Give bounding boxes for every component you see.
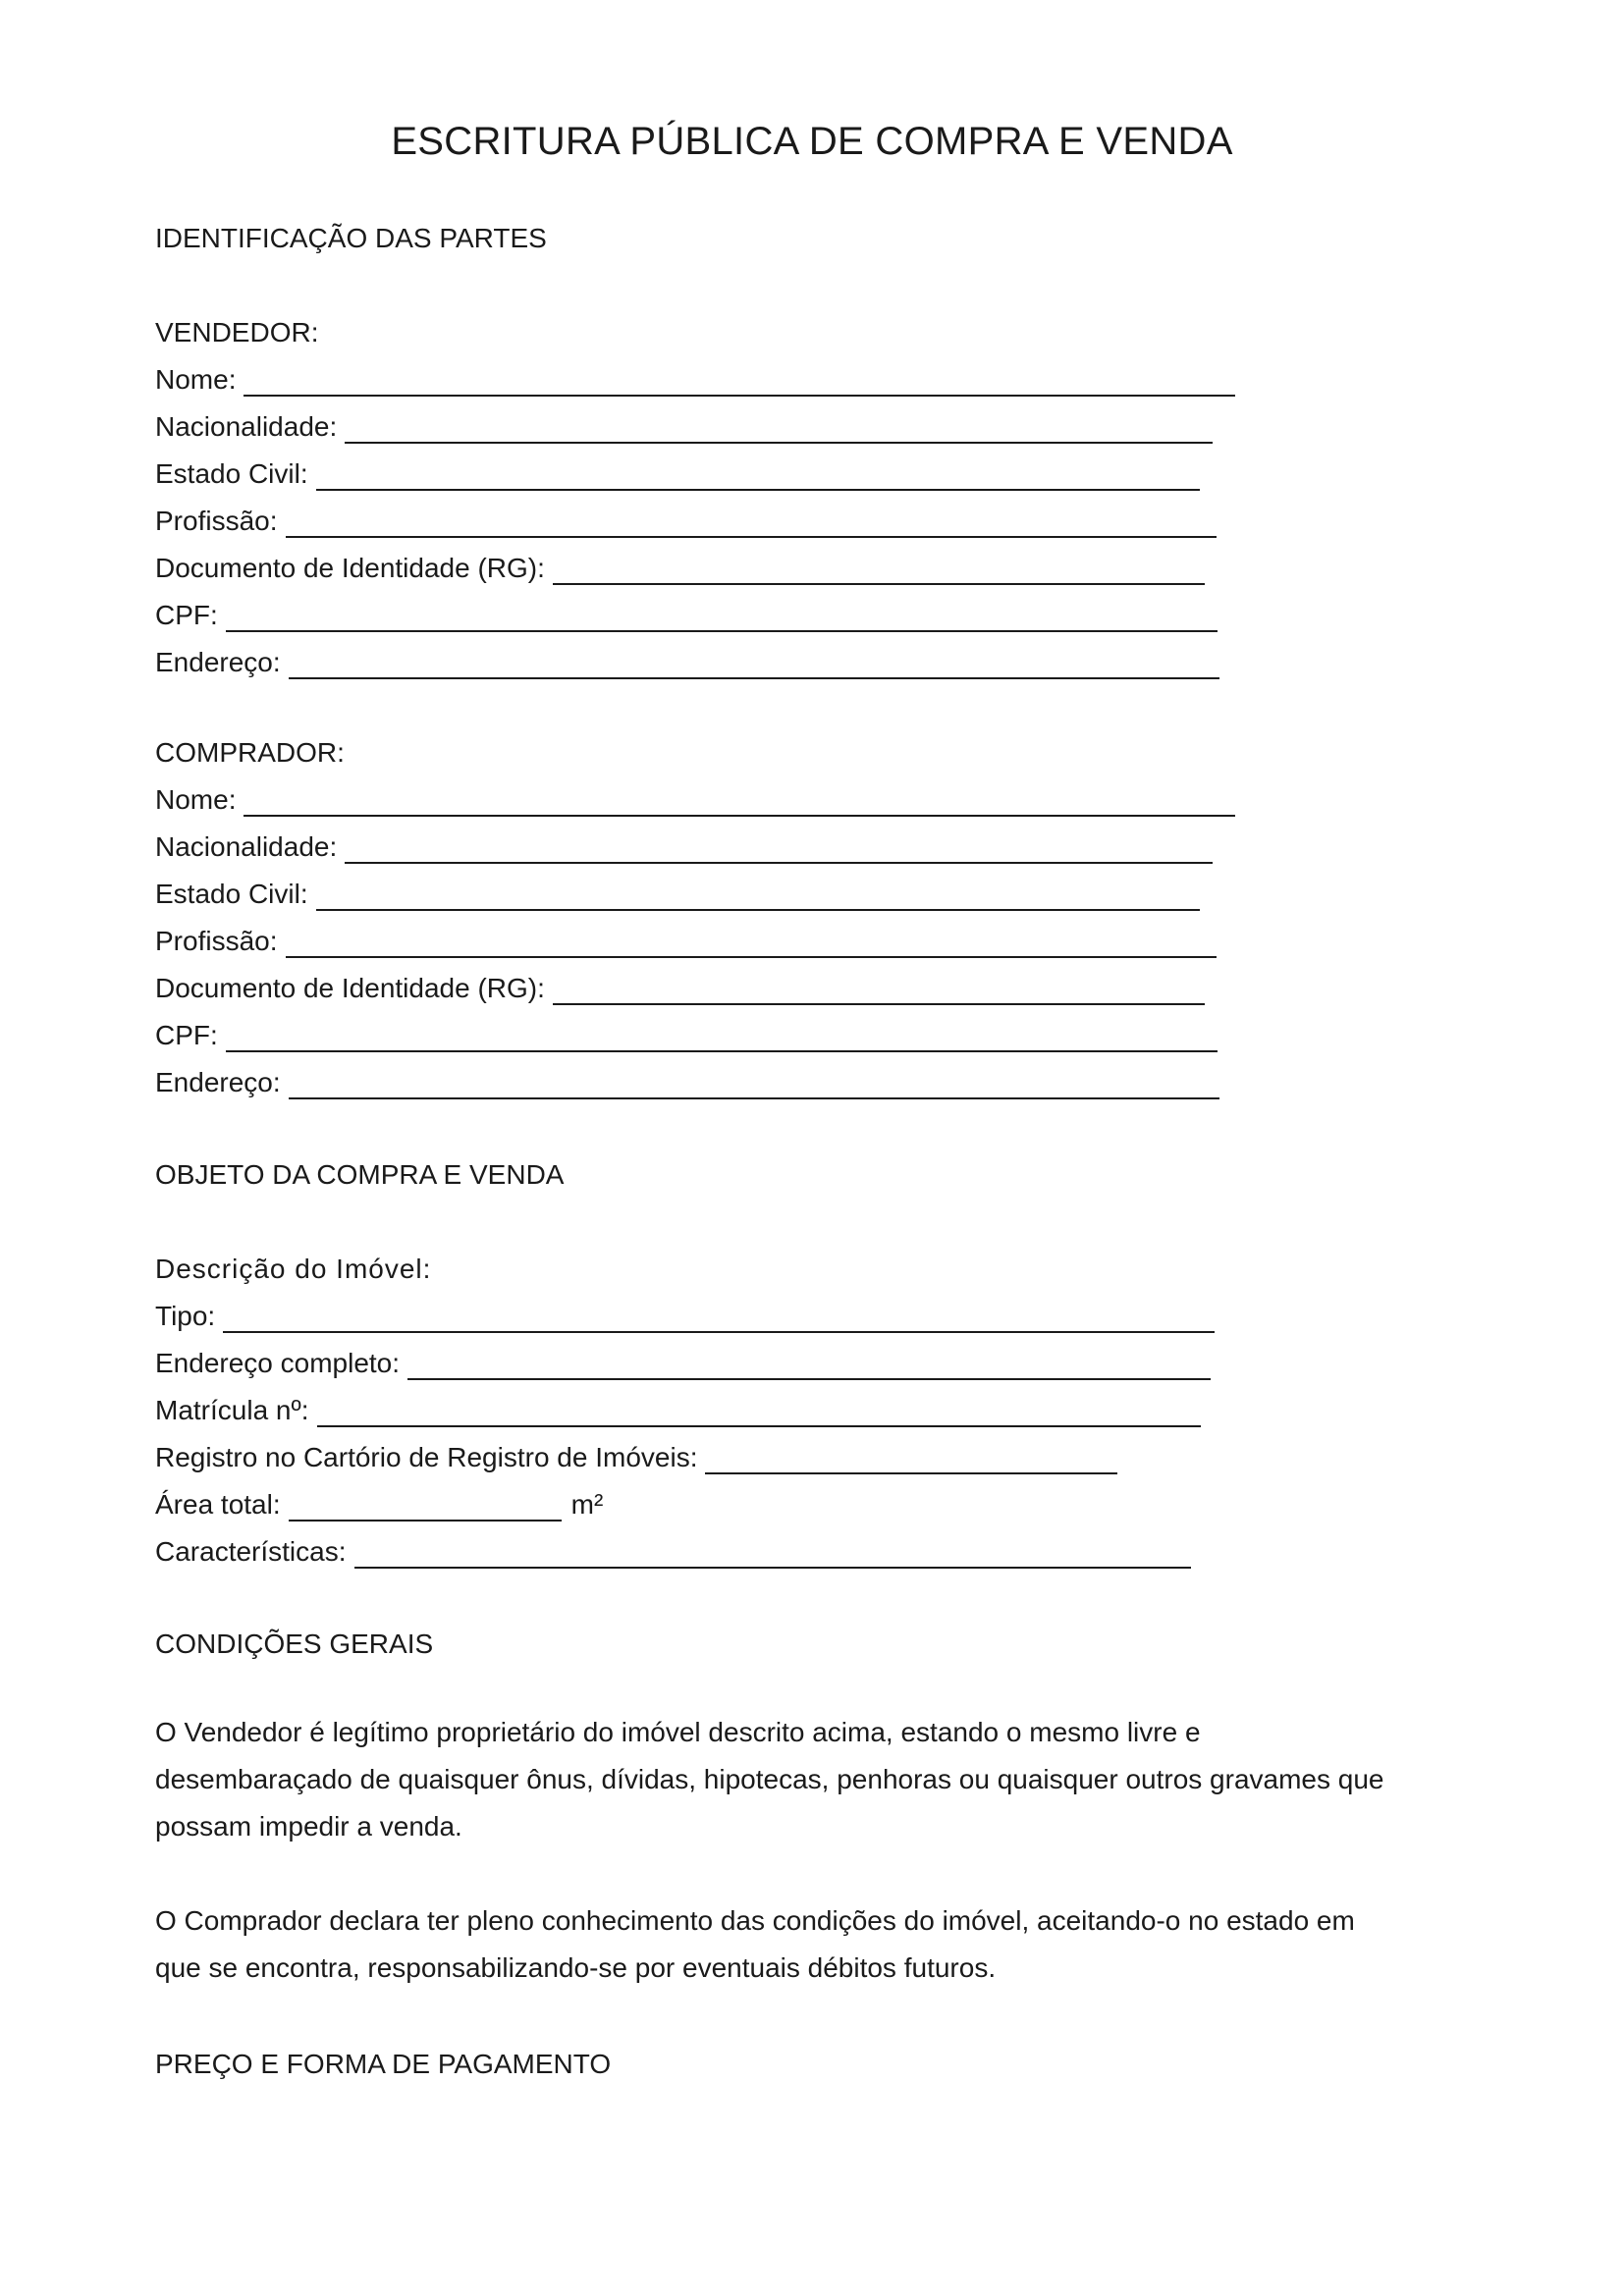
buyer-cpf-field — [155, 1019, 1218, 1052]
property-registry-office-field — [155, 1441, 1117, 1474]
seller-marital-status-label: Estado Civil: — [155, 458, 308, 489]
buyer-marital-status-field — [155, 878, 1200, 911]
property-description-label: Descrição do Imóvel: — [155, 1254, 432, 1284]
property-total-area-field — [155, 1488, 603, 1522]
document-title: ESCRITURA PÚBLICA DE COMPRA E VENDA — [391, 120, 1233, 163]
buyer-id-document-field — [155, 972, 1205, 1005]
buyer-name-label: Nome: — [155, 784, 237, 815]
property-type-label: Tipo: — [155, 1301, 216, 1331]
seller-name-field — [155, 363, 1235, 397]
seller-nationality-field — [155, 410, 1213, 444]
property-full-address-input[interactable] — [407, 1355, 1211, 1380]
buyer-name-field — [155, 783, 1235, 817]
buyer-marital-status-label: Estado Civil: — [155, 879, 308, 909]
seller-nationality-label: Nacionalidade: — [155, 411, 338, 442]
property-area-unit: m² — [570, 1489, 604, 1520]
conditions-paragraph-1-line-2: desembaraçado de quaisquer ônus, dívidas, hipotecas, penhoras ou quaisquer outros gravames que — [155, 1764, 1384, 1794]
property-total-area-label: Área total: — [155, 1489, 281, 1520]
property-features-field — [155, 1535, 1191, 1569]
property-registration-field — [155, 1394, 1201, 1427]
conditions-paragraph-2 — [155, 1897, 1432, 1992]
seller-marital-status-field — [155, 457, 1200, 491]
payment-heading: PREÇO E FORMA DE PAGAMENTO — [155, 2049, 612, 2079]
seller-cpf-input[interactable] — [226, 607, 1218, 632]
conditions-paragraph-2-line-1: O Comprador declara ter pleno conhecimento das condições do imóvel, aceitando-o no estado em — [155, 1905, 1355, 1936]
buyer-cpf-input[interactable] — [226, 1027, 1218, 1052]
parties-heading: IDENTIFICAÇÃO DAS PARTES — [155, 223, 547, 253]
seller-heading: VENDEDOR: — [155, 317, 319, 347]
property-registration-label: Matrícula nº: — [155, 1395, 309, 1425]
property-registration-input[interactable] — [317, 1402, 1201, 1427]
conditions-paragraph-1-line-1: O Vendedor é legítimo proprietário do imóvel descrito acima, estando o mesmo livre e — [155, 1717, 1201, 1747]
buyer-cpf-label: CPF: — [155, 1020, 218, 1050]
conditions-paragraph-1-line-3: possam impedir a venda. — [155, 1811, 462, 1842]
seller-cpf-label: CPF: — [155, 600, 218, 630]
buyer-nationality-field — [155, 830, 1213, 864]
buyer-address-label: Endereço: — [155, 1067, 281, 1097]
seller-name-label: Nome: — [155, 364, 237, 395]
buyer-heading: COMPRADOR: — [155, 737, 345, 768]
buyer-profession-label: Profissão: — [155, 926, 278, 956]
property-registry-office-label: Registro no Cartório de Registro de Imóveis: — [155, 1442, 698, 1472]
buyer-nationality-input[interactable] — [345, 838, 1213, 864]
seller-nationality-input[interactable] — [345, 418, 1213, 444]
conditions-heading: CONDIÇÕES GERAIS — [155, 1629, 434, 1659]
seller-marital-status-input[interactable] — [316, 465, 1200, 491]
property-full-address-label: Endereço completo: — [155, 1348, 401, 1378]
buyer-address-field — [155, 1066, 1219, 1099]
conditions-paragraph-1 — [155, 1709, 1432, 1850]
property-type-field — [155, 1300, 1215, 1333]
seller-profession-field — [155, 505, 1217, 538]
conditions-paragraph-2-line-2: que se encontra, responsabilizando-se por eventuais débitos futuros. — [155, 1952, 997, 1983]
buyer-id-document-label: Documento de Identidade (RG): — [155, 973, 545, 1003]
property-total-area-input[interactable] — [289, 1496, 562, 1522]
buyer-profession-input[interactable] — [286, 933, 1217, 958]
property-full-address-field — [155, 1347, 1211, 1380]
buyer-id-document-input[interactable] — [553, 980, 1205, 1005]
object-heading: OBJETO DA COMPRA E VENDA — [155, 1159, 565, 1190]
property-features-label: Características: — [155, 1536, 347, 1567]
seller-cpf-field — [155, 599, 1218, 632]
seller-address-input[interactable] — [289, 654, 1219, 679]
buyer-address-input[interactable] — [289, 1074, 1219, 1099]
seller-profession-input[interactable] — [286, 512, 1217, 538]
seller-name-input[interactable] — [244, 371, 1235, 397]
property-registry-office-input[interactable] — [705, 1449, 1117, 1474]
seller-address-field — [155, 646, 1219, 679]
buyer-profession-field — [155, 925, 1217, 958]
seller-id-document-label: Documento de Identidade (RG): — [155, 553, 545, 583]
buyer-nationality-label: Nacionalidade: — [155, 831, 338, 862]
seller-profession-label: Profissão: — [155, 506, 278, 536]
seller-address-label: Endereço: — [155, 647, 281, 677]
buyer-name-input[interactable] — [244, 791, 1235, 817]
seller-id-document-input[interactable] — [553, 560, 1205, 585]
property-type-input[interactable] — [223, 1308, 1215, 1333]
buyer-marital-status-input[interactable] — [316, 885, 1200, 911]
seller-id-document-field — [155, 552, 1205, 585]
property-features-input[interactable] — [354, 1543, 1191, 1569]
